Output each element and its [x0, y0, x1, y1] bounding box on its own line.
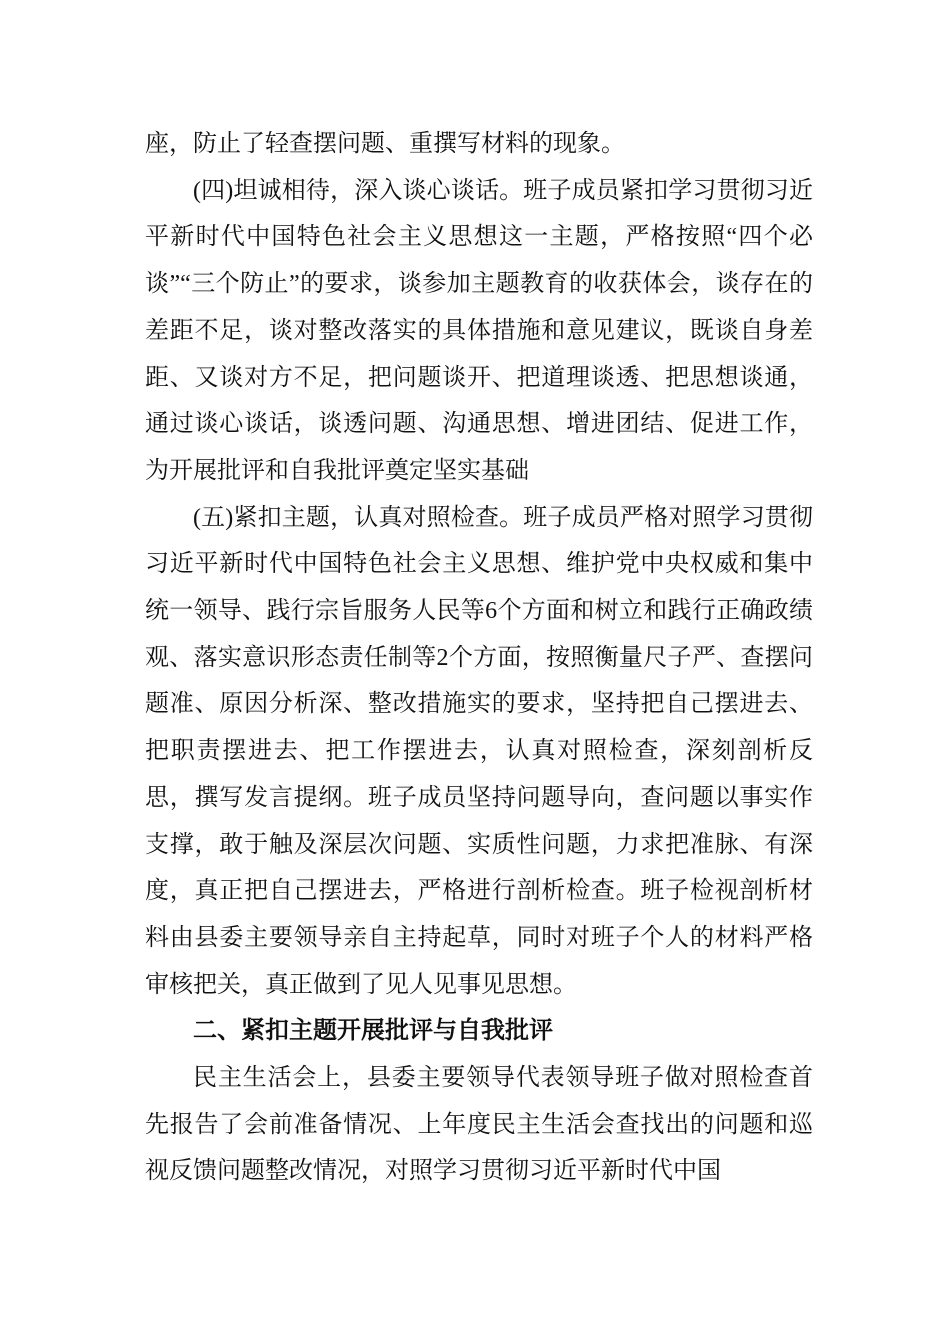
paragraph-continuation: 座，防止了轻查摆问题、重撰写材料的现象。 — [145, 131, 625, 157]
section-heading: 二、紧扣主题开展批评与自我批评 — [193, 1017, 553, 1045]
paragraph-body: 民主生活会上，县委主要领导代表领导班子做对照检查首先报告了会前准备情况、上年度民主生活会查找出的问题和巡视反馈问题整改情况，对照学习贯彻习近平新时代中国 — [145, 1065, 813, 1185]
document-body — [145, 121, 813, 1195]
paragraph-item-4: (四)坦诚相待，深入谈心谈话。班子成员紧扣学习贯彻习近平新时代中国特色社会主义思想这一主题，严格按照“四个必谈”“三个防止”的要求，谈参加主题教育的收获体会，谈存在的差距不足，谈对整改落实的具体措施和意见建议，既谈自身差距、又谈对方不足，把问题谈开、把道理谈透、把思想谈通，通过谈心谈话，谈透问题、沟通思想、增进团结、促进工作，为开展批评和自我批评奠定坚实基础 — [145, 177, 813, 484]
paragraph-item-5: (五)紧扣主题，认真对照检查。班子成员严格对照学习贯彻习近平新时代中国特色社会主义思想、维护党中央权威和集中统一领导、践行宗旨服务人民等6个方面和树立和践行正确政绩观、落实意识形态责任制等2个方面，按照衡量尺子严、查摆问题准、原因分析深、整改措施实的要求，坚持把自己摆进去、把职责摆进去、把工作摆进去，认真对照检查，深刻剖析反思，撰写发言提纲。班子成员坚持问题导向，查问题以事实作支撑，敢于触及深层次问题、实质性问题，力求把准脉、有深度，真正把自己摆进去，严格进行剖析检查。班子检视剖析材料由县委主要领导亲自主持起草，同时对班子个人的材料严格审核把关，真正做到了见人见事见思想。 — [145, 504, 813, 998]
